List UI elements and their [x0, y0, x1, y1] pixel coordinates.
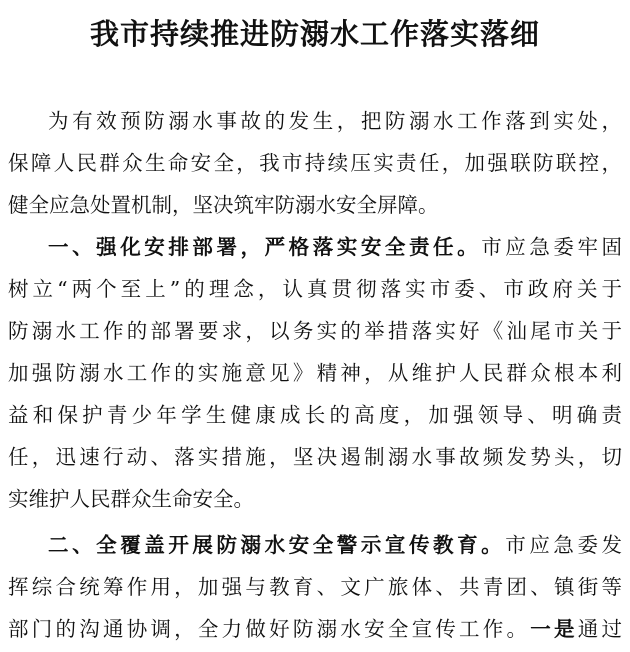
paragraph-1-line-3: 健全应急处置机制，坚决筑牢防溺水安全屏障。	[8, 193, 439, 217]
paragraph-1-line-1: 为有效预防溺水事故的发生，把防溺水工作落到实处，	[48, 109, 622, 133]
paragraph-3-line-2: 挥综合统筹作用，加强与教育、文广旅体、共青团、镇街等	[8, 575, 622, 599]
paragraph-2-line-3: 防溺水工作的部署要求，以务实的举措落实好《汕尾市关于	[8, 319, 622, 343]
paragraph-2-line-7: 实维护人民群众生命安全。	[8, 487, 254, 511]
document-title: 我市持续推进防溺水工作落实落细	[89, 17, 540, 51]
point-one-marker: 一是	[530, 617, 578, 641]
section-1-heading: 一、强化安排部署，严格落实安全责任。	[48, 235, 482, 259]
paragraph-1-line-2: 保障人民群众生命安全，我市持续压实责任，加强联防联控，	[8, 151, 622, 175]
paragraph-2-line-1	[48, 226, 622, 268]
paragraph-2-line-6: 任，迅速行动、落实措施，坚决遏制溺水事故频发势头，切	[8, 445, 622, 469]
section-1-heading-tail: 市应急委牢固	[481, 235, 623, 259]
paragraph-3-line-3	[8, 608, 622, 650]
section-2-heading-tail: 市应急委发	[505, 533, 623, 557]
paragraph-2-line-4: 加强防溺水工作的实施意见》精神，从维护人民群众根本利	[8, 361, 622, 385]
paragraph-3-line-3-start: 部门的沟通协调，全力做好防溺水安全宣传工作。	[8, 617, 531, 641]
paragraph-3-line-1	[48, 524, 622, 566]
paragraph-2-line-2: 树立“两个至上”的理念，认真贯彻落实市委、市政府关于	[8, 277, 622, 301]
section-2-heading: 二、全覆盖开展防溺水安全警示宣传教育。	[48, 533, 506, 557]
paragraph-3-line-3-end: 通过	[577, 617, 623, 641]
paragraph-2-line-5: 益和保护青少年学生健康成长的高度，加强领导、明确责	[8, 403, 622, 427]
